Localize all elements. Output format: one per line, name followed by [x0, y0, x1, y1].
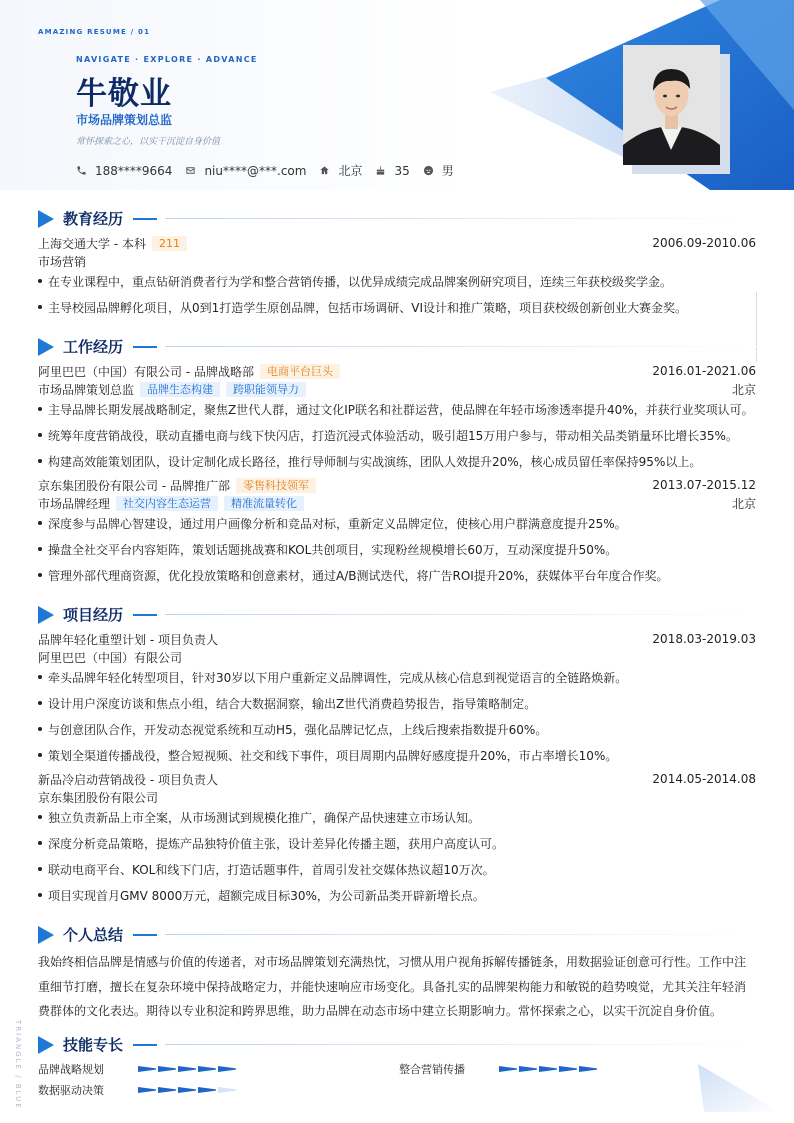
skills-heading: 技能专长 [63, 1036, 124, 1054]
email-text: niu****@***.com [204, 163, 307, 178]
skill-level-filled [579, 1066, 597, 1072]
phone-icon [76, 165, 87, 176]
skill-level-filled [218, 1066, 236, 1072]
project-bullet: 深度分析竞品策略，提炼产品独特价值主张，设计差异化传播主题，获用户高度认可。 [38, 835, 756, 853]
skill-level-filled [539, 1066, 557, 1072]
job-header [38, 476, 756, 494]
skill-level-filled [178, 1066, 196, 1072]
job-company: 阿里巴巴（中国）有限公司 - 品牌战略部 [38, 364, 254, 379]
skill-level-bar [138, 1066, 238, 1072]
job-bullet: 管理外部代理商资源，优化投放策略和创意素材，通过A/B测试迭代，将广告ROI提升20%，获媒体平台年度合作奖。 [38, 567, 756, 585]
contact-email [185, 164, 306, 178]
profile-photo-art [623, 45, 720, 165]
heading-line [165, 614, 758, 615]
skill-item [38, 1061, 238, 1077]
phone-text: 188****9664 [95, 163, 173, 178]
mail-icon [185, 165, 196, 176]
skill-item [38, 1082, 238, 1098]
project-bullet: 项目实现首月GMV 8000万元，超额完成目标30%，为公司新品类开辟新增长点。 [38, 887, 756, 905]
triangle-icon [38, 338, 54, 356]
skill-level-empty [218, 1087, 236, 1093]
job-bullet: 统筹年度营销战役，联动直播电商与线下快闪店，打造沉浸式体验活动，吸引超15万用户参与，带动相关品类销量环比增长35%。 [38, 427, 756, 445]
triangle-icon [38, 1036, 54, 1054]
profile-photo [623, 45, 720, 165]
heading-line [165, 346, 758, 347]
education-major: 市场营销 [38, 254, 87, 269]
job-bullet: 操盘全社交平台内容矩阵，策划话题挑战赛和KOL共创项目，实现粉丝规模增长60万，互动深度提升50%。 [38, 541, 756, 559]
job-city: 北京 [731, 382, 756, 397]
triangle-icon [38, 606, 54, 624]
education-bullet: 在专业课程中，重点钻研消费者行为学和整合营销传播，以优异成绩完成品牌案例研究项目，连续三年获校级奖学金。 [38, 273, 756, 291]
summary-section-header [38, 924, 758, 945]
skill-level-filled [178, 1087, 196, 1093]
job-bullet: 构建高效能策划团队，设计定制化成长路径，推行导师制与实战演练，团队人效提升20%，核心成员留任率保持95%以上。 [38, 453, 756, 471]
education-section-header [38, 208, 758, 229]
heading-dash [133, 218, 157, 220]
project-header [38, 630, 756, 648]
skill-level-filled [158, 1087, 176, 1093]
job-role-tag: 跨职能领导力 [226, 382, 306, 397]
heading-line [165, 218, 758, 219]
school-name: 上海交通大学 - 本科 [38, 236, 146, 251]
skill-level-filled [519, 1066, 537, 1072]
project-org: 京东集团股份有限公司 [38, 790, 159, 805]
job-role-tag: 社交内容生态运营 [116, 496, 218, 511]
education-entry-header [38, 234, 756, 252]
work-heading: 工作经历 [63, 338, 124, 356]
job-bullet: 主导品牌长期发展战略制定，聚焦Z世代人群，通过文化IP联名和社群运营，使品牌在年轻市场渗透率提升40%，并获行业奖项认可。 [38, 401, 756, 419]
skill-level-filled [138, 1087, 156, 1093]
contact-age [375, 164, 409, 178]
motto: 常怀探索之心，以实干沉淀自身价值 [76, 137, 221, 147]
project-date: 2014.05-2014.08 [652, 772, 756, 786]
gender-icon [423, 165, 434, 176]
heading-dash [133, 1044, 157, 1046]
work-section-header [38, 336, 758, 357]
contact-city [319, 162, 362, 179]
education-date: 2006.09-2010.06 [652, 236, 756, 250]
job-city: 北京 [731, 496, 756, 511]
job-role-row [38, 380, 756, 398]
job-role-tag: 精准流量转化 [224, 496, 304, 511]
skill-level-filled [138, 1066, 156, 1072]
job-bullet: 深度参与品牌心智建设，通过用户画像分析和竞品对标，重新定义品牌定位，使核心用户群满意度提升25%。 [38, 515, 756, 533]
skill-level-bar [499, 1066, 599, 1072]
job-company-tag: 电商平台巨头 [260, 364, 340, 379]
project-header [38, 770, 756, 788]
education-heading: 教育经历 [63, 210, 124, 228]
job-role: 市场品牌策划总监 [38, 382, 135, 397]
topline-label: AMAZING RESUME / 01 [38, 28, 151, 36]
summary-text: 我始终相信品牌是情感与价值的传递者，对市场品牌策划充满热忱，习惯从用户视角拆解传播链条，用数据验证创意可行性。工作中注重细节打磨，擅长在复杂环境中保持战略定力，并能快速响应市场变化。具备扎实的品牌架构能力和敏锐的趋势嗅觉，尤其关注年轻消费群体的文化表达。期待以专业积淀和跨界思维，助力品牌在动态市场中建立长期影响力。常怀探索之心，以实干沉淀自身价值。 [38, 955, 747, 1018]
footer-decoration [690, 1060, 794, 1123]
skill-level-filled [198, 1087, 216, 1093]
job-company: 京东集团股份有限公司 - 品牌推广部 [38, 478, 230, 493]
projects-heading: 项目经历 [63, 606, 124, 624]
job-company-tag: 零售科技领军 [236, 478, 316, 493]
home-icon [319, 165, 330, 176]
skill-level-filled [499, 1066, 517, 1072]
education-major-row [38, 252, 756, 270]
project-bullet: 联动电商平台、KOL和线下门店，打造话题事件，首周引发社交媒体热议超10万次。 [38, 861, 756, 879]
skill-item [399, 1061, 599, 1077]
contact-gender [423, 162, 454, 179]
skill-level-bar [138, 1087, 238, 1093]
school-tag: 211 [152, 236, 187, 251]
job-role-tag: 品牌生态构建 [140, 382, 220, 397]
heading-line [165, 1044, 758, 1045]
city-text: 北京 [338, 164, 363, 178]
project-org-row [38, 648, 756, 666]
project-date: 2018.03-2019.03 [652, 632, 756, 646]
project-bullet: 与创意团队合作，开发动态视觉系统和互动H5，强化品牌记忆点，上线后搜索指数提升60%。 [38, 721, 756, 739]
heading-dash [133, 934, 157, 936]
cake-icon [375, 165, 386, 176]
skill-level-filled [158, 1066, 176, 1072]
job-date: 2013.07-2015.12 [652, 478, 756, 492]
project-bullet: 设计用户深度访谈和焦点小组，结合大数据洞察，输出Z世代消费趋势报告，指导策略制定。 [38, 695, 756, 713]
job-role-row [38, 494, 756, 512]
resume-header [0, 0, 794, 190]
heading-dash [133, 346, 157, 348]
job-date: 2016.01-2021.06 [652, 364, 756, 378]
skill-level-filled [198, 1066, 216, 1072]
nav-tagline: NAVIGATE · EXPLORE · ADVANCE [76, 55, 258, 64]
skill-name: 数据驱动决策 [38, 1084, 104, 1097]
side-vertical-text: TRIANGLE / BLUE [14, 1020, 22, 1110]
triangle-icon [38, 210, 54, 228]
skill-level-filled [559, 1066, 577, 1072]
candidate-name: 牛敬业 [76, 76, 172, 112]
job-header [38, 362, 756, 380]
project-name: 新品冷启动营销战役 - 项目负责人 [38, 772, 218, 787]
project-bullet: 策划全渠道传播战役，整合短视频、社交和线下事件，项目周期内品牌好感度提升20%，市占率增长10%。 [38, 747, 756, 765]
triangle-icon [38, 926, 54, 944]
contact-phone [76, 164, 172, 178]
project-bullet: 牵头品牌年轻化转型项目，针对30岁以下用户重新定义品牌调性，完成从核心信息到视觉语言的全链路焕新。 [38, 669, 756, 687]
skills-section-header [38, 1034, 758, 1055]
project-org-row [38, 788, 756, 806]
education-bullet: 主导校园品牌孵化项目，从0到1打造学生原创品牌，包括市场调研、VI设计和推广策略，项目获校级创新创业大赛金奖。 [38, 299, 756, 317]
job-title: 市场品牌策划总监 [76, 113, 173, 127]
project-org: 阿里巴巴（中国）有限公司 [38, 650, 183, 665]
gender-text: 男 [441, 164, 454, 178]
skill-name: 品牌战略规划 [38, 1063, 104, 1076]
skill-name: 整合营销传播 [399, 1063, 465, 1076]
projects-section-header [38, 604, 758, 625]
heading-dash [133, 614, 157, 616]
age-text: 35 [394, 163, 410, 178]
project-bullet: 独立负责新品上市全案，从市场测试到规模化推广，确保产品快速建立市场认知。 [38, 809, 756, 827]
job-role: 市场品牌经理 [38, 496, 111, 511]
project-name: 品牌年轻化重塑计划 - 项目负责人 [38, 632, 218, 647]
heading-line [165, 934, 758, 935]
summary-heading: 个人总结 [63, 926, 124, 944]
contact-bar [76, 162, 467, 179]
